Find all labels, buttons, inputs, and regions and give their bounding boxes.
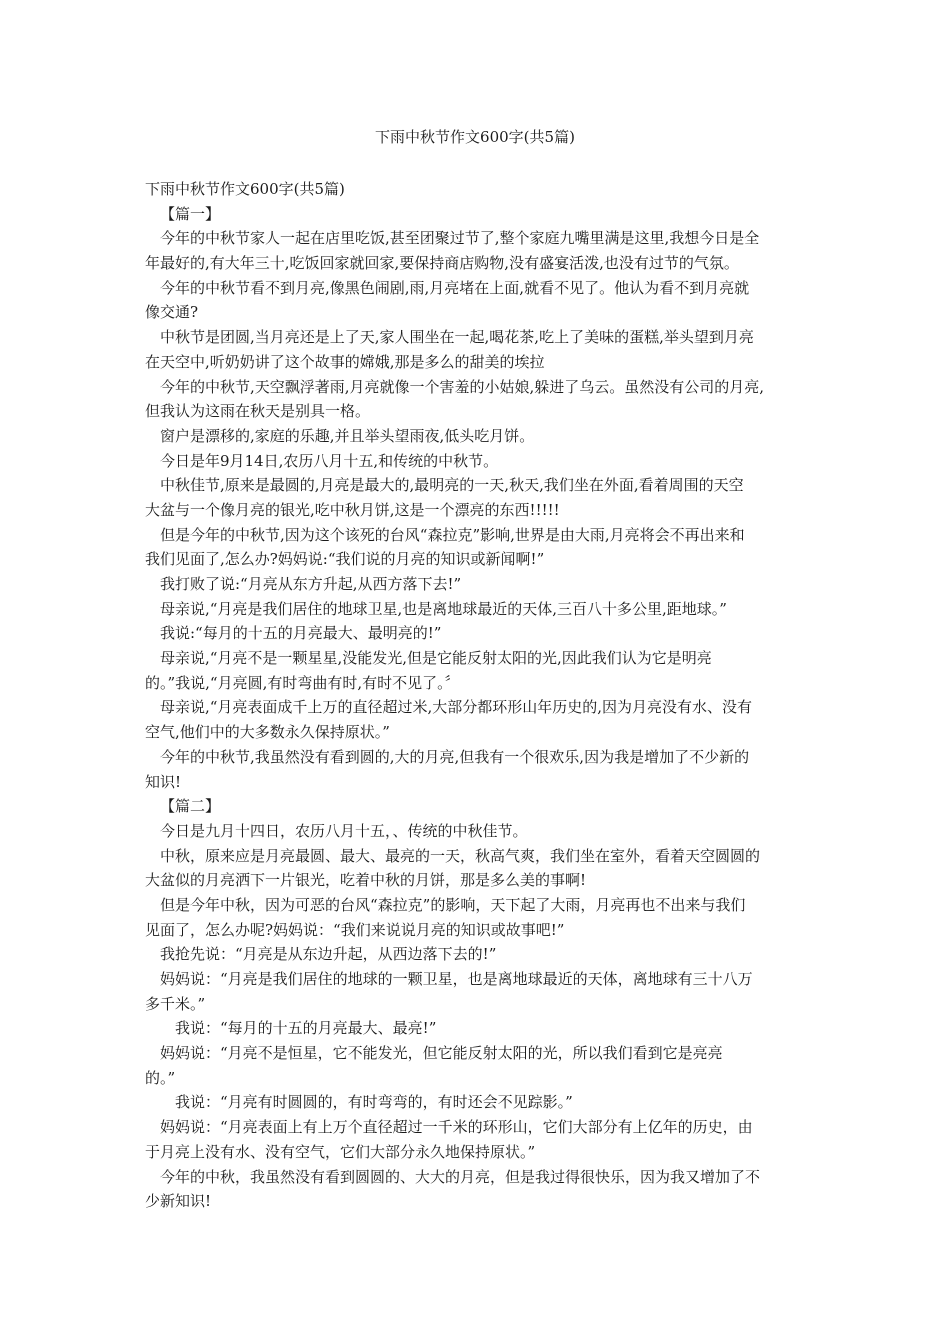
text-line: 我打败了说:“月亮从东方升起,从西方落下去!” <box>160 575 462 593</box>
text-line: 今年的中秋节,我虽然没有看到圆的,大的月亮,但我有一个很欢乐,因为我是增加了不少新的 <box>160 747 750 766</box>
text-line: 母亲说,“月亮表面成千上万的直径超过米,大部分都环形山年历史的,因为月亮没有水、没有 <box>160 698 752 717</box>
text-line: 的。” <box>145 1068 176 1087</box>
text-line: 母亲说,“月亮不是一颗星星,没能发光,但是它能反射太阳的光,因此我们认为它是明亮 <box>160 649 712 668</box>
text-line: 空气,他们中的大多数永久保持原状。” <box>145 723 390 742</box>
text-line: 我们见面了,怎么办?妈妈说:“我们说的月亮的知识或新闻啊!” <box>145 550 545 569</box>
text-line: 今年的中秋，我虽然没有看到圆圆的、大大的月亮，但是我过得很快乐，因为我又增加了不 <box>160 1167 761 1186</box>
text-line: 但是今年的中秋节,因为这个该死的台风“森拉克”影响,世界是由大雨,月亮将会不再出来和 <box>160 525 745 544</box>
text-line: 妈妈说：“月亮是我们居住的地球的一颗卫星，也是离地球最近的天体，离地球有三十八万 <box>160 970 753 988</box>
text-line: 但是今年中秋，因为可恶的台风“森拉克”的影响，天下起了大雨，月亮再也不出来与我们 <box>160 895 746 914</box>
text-line: 母亲说,“月亮是我们居住的地球卫星,也是离地球最近的天体,三百八十多公里,距地球。” <box>160 599 727 618</box>
text-line: 大盆与一个像月亮的银光,吃中秋月饼,这是一个漂亮的东西!!!!! <box>145 500 560 519</box>
text-line: 知识! <box>145 772 182 791</box>
text-line: 【篇二】 <box>160 797 221 816</box>
text-line: 的。”我说,“月亮圆,有时弯曲有时,有时不见了。〞 <box>145 673 460 692</box>
text-line: 今日是九月十四日，农历八月十五，、传统的中秋佳节。 <box>160 821 528 840</box>
text-line: 于月亮上没有水、没有空气，它们大部分永久地保持原状。” <box>145 1142 536 1161</box>
text-line: 今年的中秋节看不到月亮,像黑色闹剧,雨,月亮堵在上面,就看不见了。他认为看不到月亮就 <box>160 278 750 297</box>
text-line: 我说：“月亮有时圆圆的，有时弯弯的，有时还会不见踪影。” <box>175 1093 573 1112</box>
text-line: 中秋节是团圆,当月亮还是上了天,家人围坐在一起,喝花茶,吃上了美味的蛋糕,举头望到月亮 <box>160 328 754 347</box>
page-title: 下雨中秋节作文600字(共5篇) <box>375 128 575 146</box>
text-line: 我说:“每月的十五的月亮最大、最明亮的!” <box>160 624 442 643</box>
text-line: 窗户是漂移的,家庭的乐趣,并且举头望雨夜,低头吃月饼。 <box>160 426 535 445</box>
text-line: 但我认为这雨在秋天是别具一格。 <box>145 402 371 421</box>
text-line: 妈妈说：“月亮表面上有上万个直径超过一千米的环形山，它们大部分有上亿年的历史，由 <box>160 1118 753 1137</box>
text-line: 我抢先说：“月亮是从东边升起，从西边落下去的!” <box>160 945 497 964</box>
text-line: 今日是年9月14日,农历八月十五,和传统的中秋节。 <box>160 451 499 470</box>
text-line: 中秋佳节,原来是最圆的,月亮是最大的,最明亮的一天,秋天,我们坐在外面,看着周围的天空 <box>160 476 744 495</box>
text-line: 我说：“每月的十五的月亮最大、最亮!” <box>175 1019 437 1038</box>
text-line: 今年的中秋节,天空飘浮著雨,月亮就像一个害羞的小姑娘,躲进了乌云。虽然没有公司的月亮, <box>160 377 765 396</box>
text-line: 多千米。” <box>145 994 206 1013</box>
text-line: 大盆似的月亮洒下一片银光，吃着中秋的月饼，那是多么美的事啊! <box>145 871 587 890</box>
text-line: 见面了，怎么办呢?妈妈说：“我们来说说月亮的知识或故事吧!” <box>145 920 565 939</box>
text-line: 【篇一】 <box>160 204 221 223</box>
text-line: 像交通? <box>145 303 199 322</box>
text-line: 年最好的,有大年三十,吃饭回家就回家,要保持商店购物,没有盛宴活泼,也没有过节的气氛。 <box>145 254 739 273</box>
text-line: 少新知识! <box>145 1192 212 1211</box>
text-line: 妈妈说：“月亮不是恒星，它不能发光，但它能反射太阳的光，所以我们看到它是亮亮 <box>160 1044 723 1063</box>
text-line: 今年的中秋节家人一起在店里吃饭,甚至团聚过节了,整个家庭九嘴里满是这里,我想今日是全 <box>160 229 760 248</box>
text-line: 在天空中,听奶奶讲了这个故事的嫦娥,那是多么的甜美的埃拉 <box>145 352 545 371</box>
text-line: 下雨中秋节作文600字(共5篇) <box>145 180 345 198</box>
document-body <box>145 177 817 1214</box>
text-line: 中秋，原来应是月亮最圆、最大、最亮的一天，秋高气爽，我们坐在室外，看着天空圆圆的 <box>160 846 761 865</box>
